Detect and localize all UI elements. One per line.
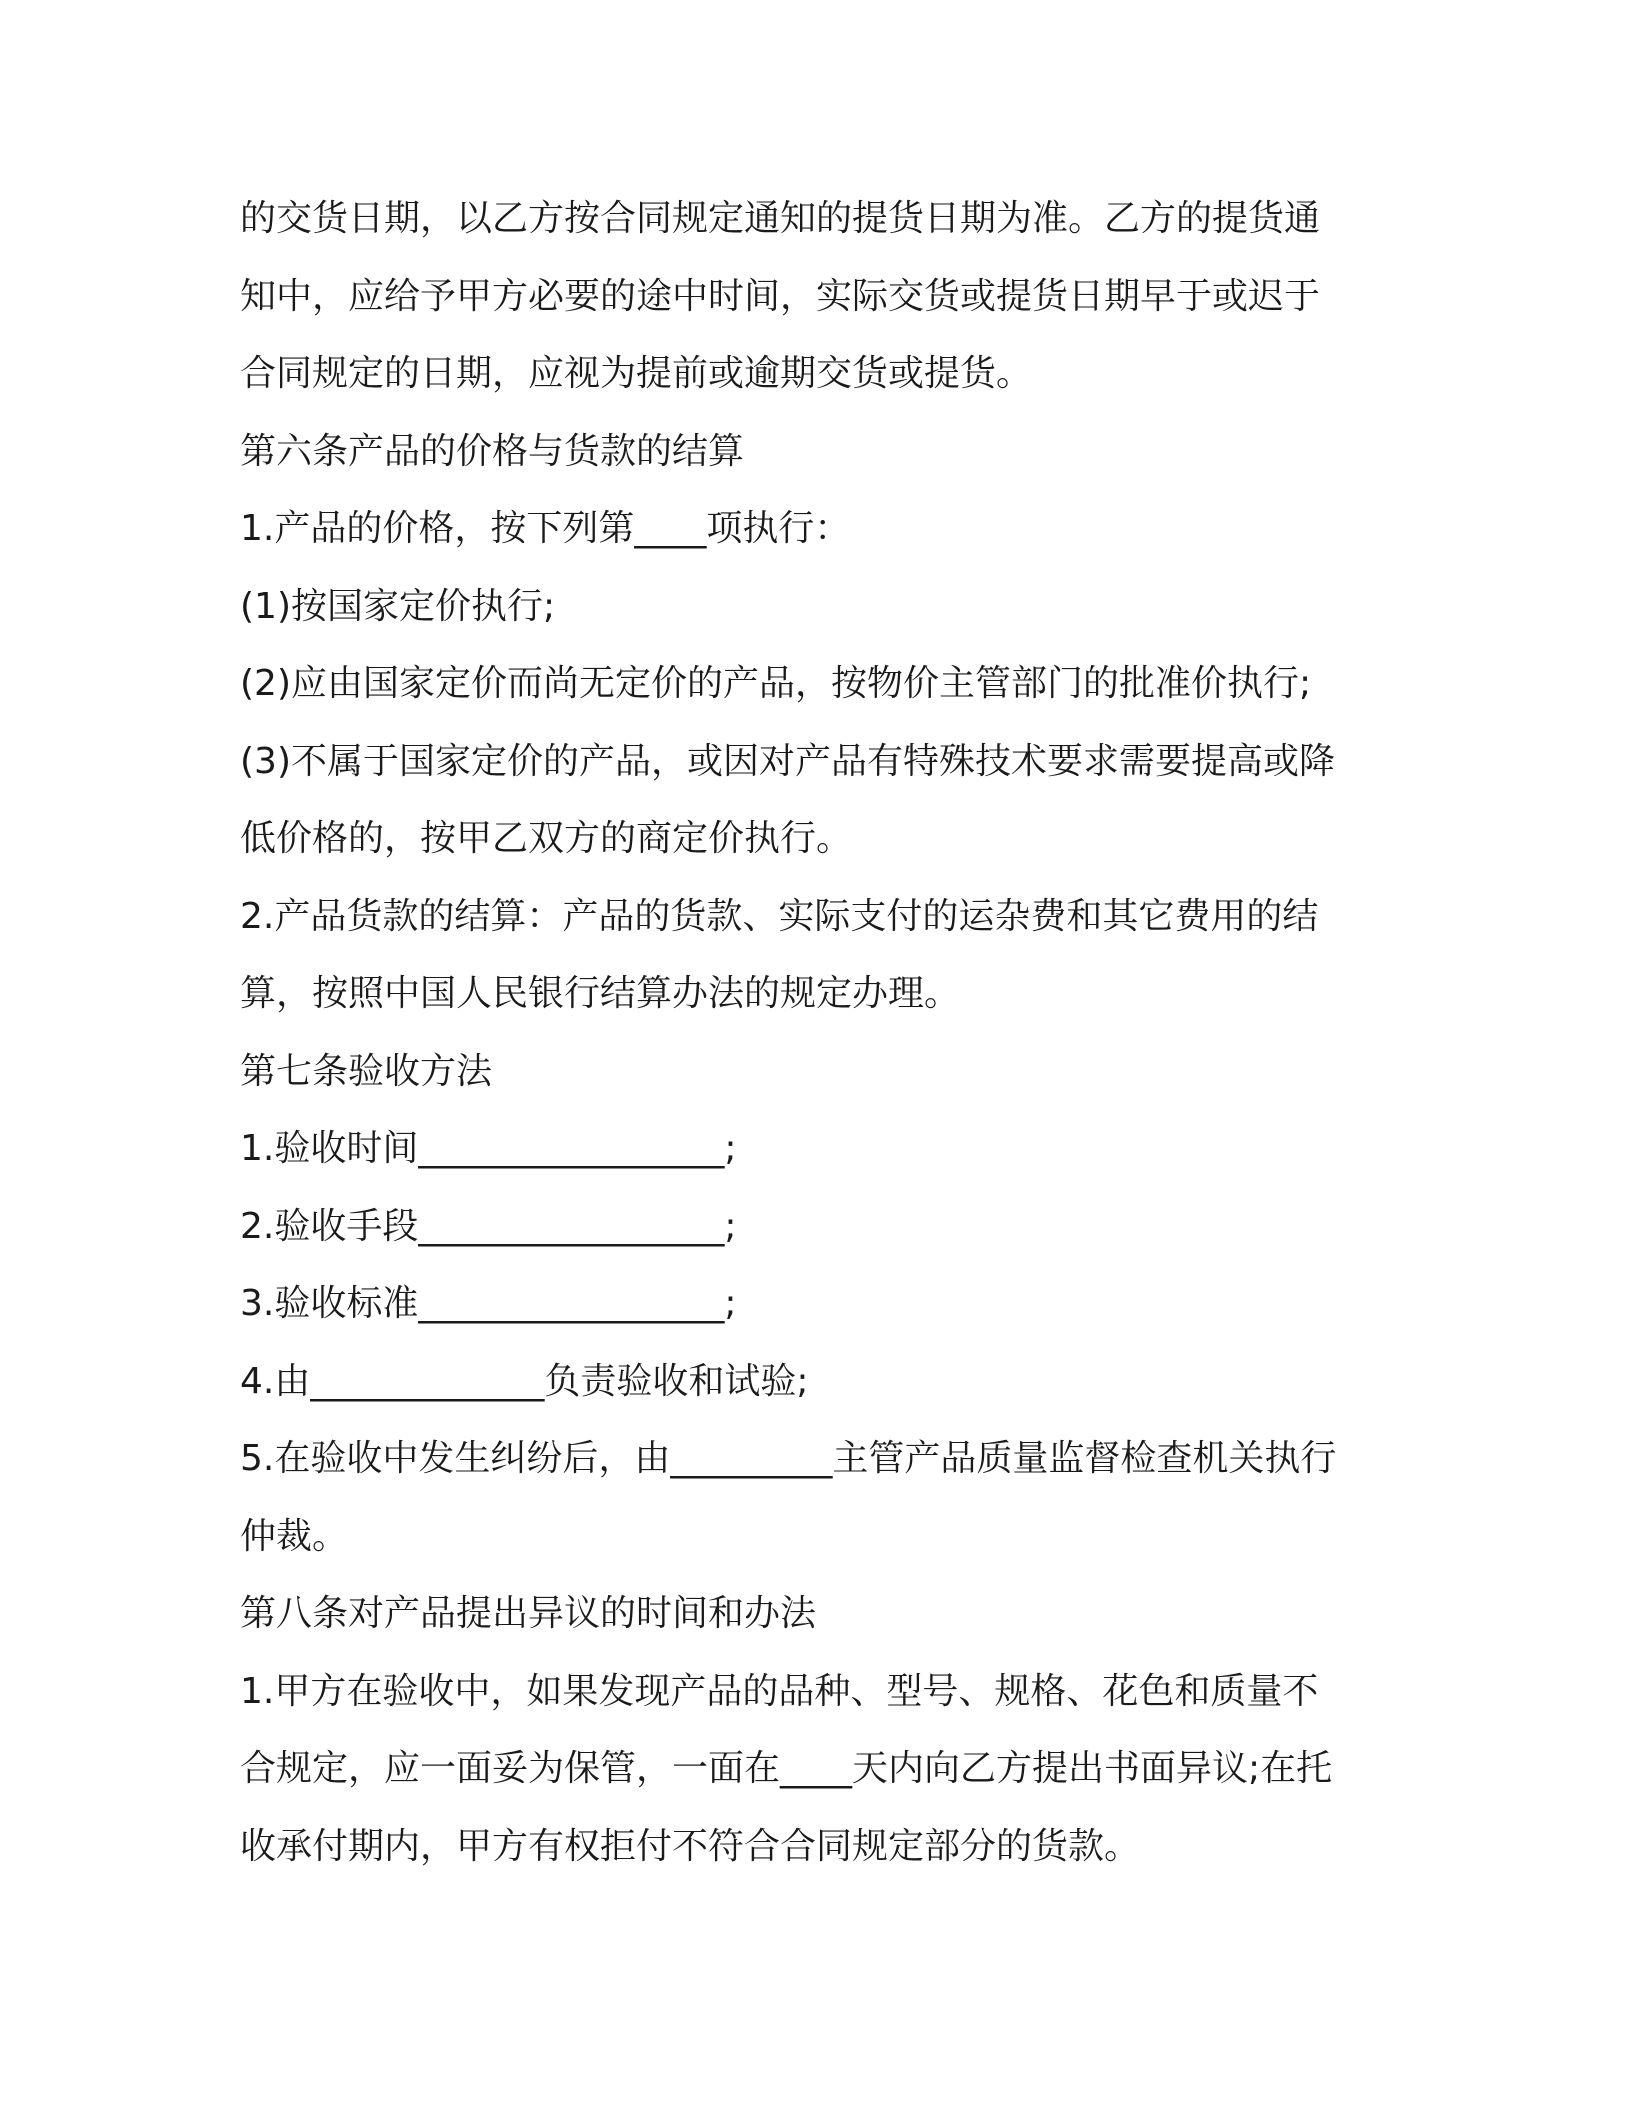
document-body: [240, 180, 1390, 1885]
text-line: 3.验收标准_________________;: [240, 1283, 737, 1324]
text-line: 合规定，应一面妥为保管，一面在____天内向乙方提出书面异议;在托: [240, 1748, 1333, 1789]
text-line: (3)不属于国家定价的产品，或因对产品有特殊技术要求需要提高或降: [240, 740, 1335, 782]
text-line: 1.验收时间_________________;: [240, 1128, 737, 1169]
text-line: (1)按国家定价执行;: [240, 585, 556, 627]
text-line: 收承付期内，甲方有权拒付不符合合同规定部分的货款。: [240, 1825, 1141, 1867]
text-line: 仲裁。: [240, 1515, 349, 1557]
text-line: (2)应由国家定价而尚无定价的产品，按物价主管部门的批准价执行;: [240, 663, 1312, 704]
text-line: 2.产品货款的结算：产品的货款、实际支付的运杂费和其它费用的结: [240, 895, 1319, 937]
text-line: 算，按照中国人民银行结算办法的规定办理。: [240, 973, 961, 1014]
text-line: 2.验收手段_________________;: [240, 1205, 737, 1247]
text-line: 的交货日期，以乙方按合同规定通知的提货日期为准。乙方的提货通: [240, 198, 1321, 239]
text-line: 合同规定的日期，应视为提前或逾期交货或提货。: [240, 353, 1033, 394]
text-line: 5.在验收中发生纠纷后，由_________主管产品质量监督检查机关执行: [240, 1438, 1337, 1479]
text-line: 知中，应给予甲方必要的途中时间，实际交货或提货日期早于或迟于: [240, 275, 1321, 317]
text-line: 4.由_____________负责验收和试验;: [240, 1360, 809, 1402]
text-line: 1.甲方在验收中，如果发现产品的品种、型号、规格、花色和质量不: [240, 1670, 1319, 1712]
text-line: 低价格的，按甲乙双方的商定价执行。: [240, 818, 853, 859]
section-heading: 第八条对产品提出异议的时间和办法: [240, 1593, 817, 1634]
section-heading: 第六条产品的价格与货款的结算: [240, 430, 745, 472]
section-heading: 第七条验收方法: [240, 1050, 493, 1092]
text-line: 1.产品的价格，按下列第____项执行：: [240, 508, 851, 549]
